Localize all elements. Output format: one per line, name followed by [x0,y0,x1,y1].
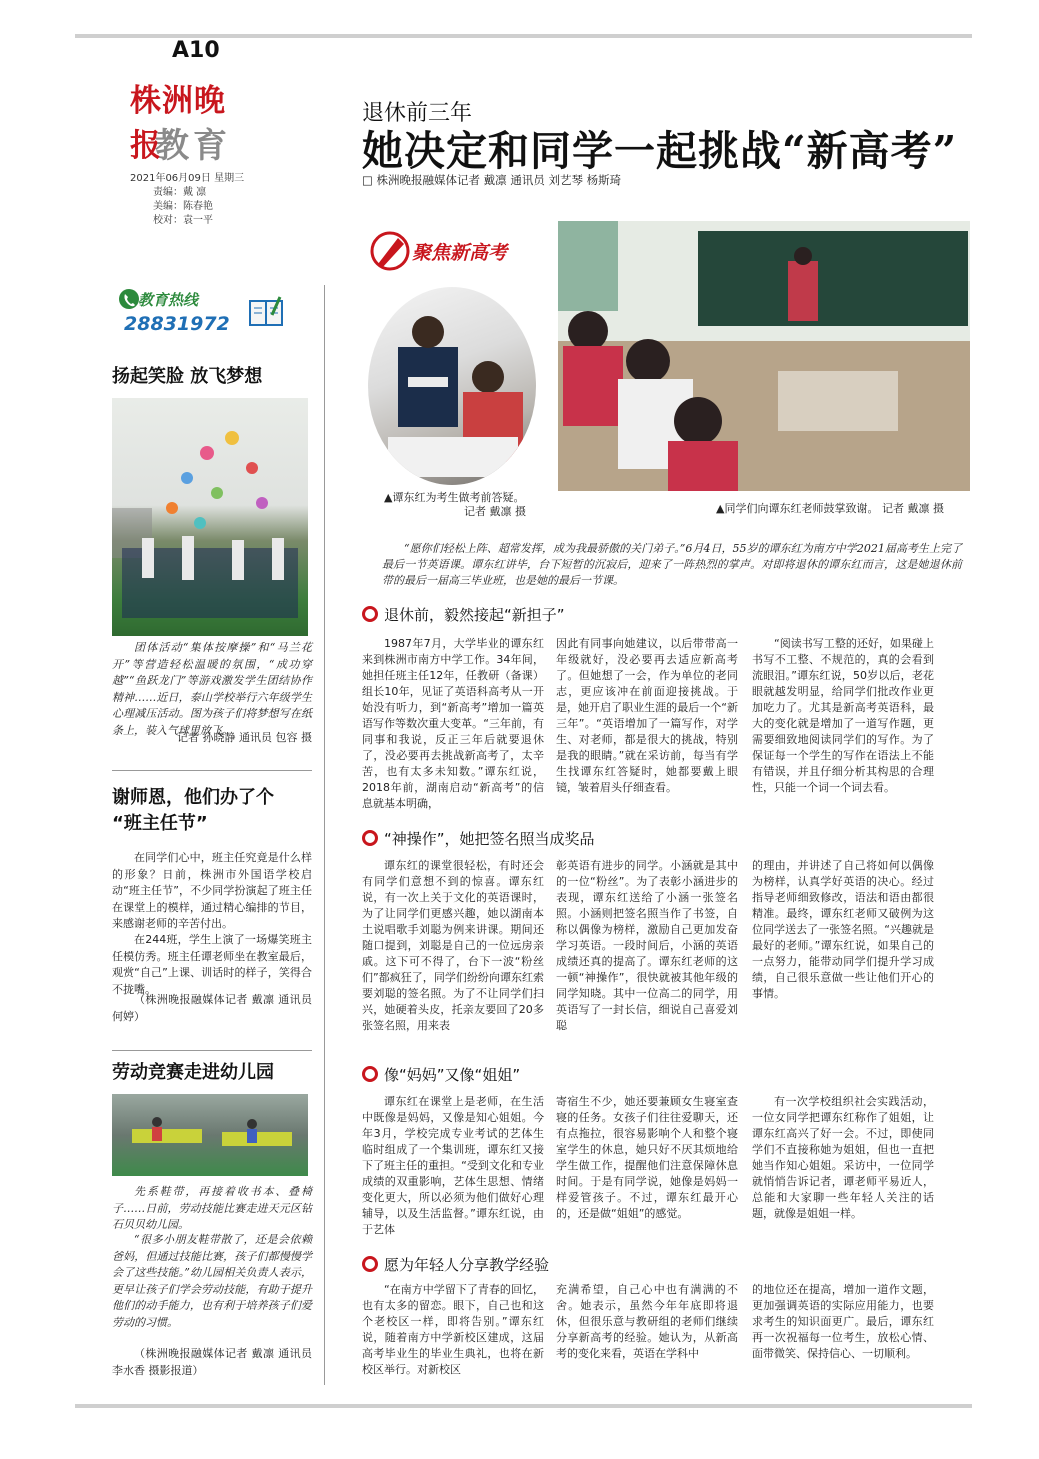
section2-col2: 彰英语有进步的同学。小涵就是其中的一位“粉丝”。为了表彰小涵进步的表现，谭东红送给了小涵一张签名照。小涵则把签名照当作了书签，自称以偶像为榜样，激励自己更加发奋学习英语。一段时间后，小涵的英语成绩还真的提高了。谭东红老师的这一顿“神操作”，很快就被其他年级的同学知晓。其中一位高二的同学，用英语写了一封长信，细说自己喜爱刘聪 [556,859,738,1032]
hotline-title: 教育热线 [138,291,199,309]
section4-col3: 的地位还在提高，增加一道作文题，更加强调英语的实际应用能力，也要求考生的知识面更广。最后，谭东红再一次祝福每一位考生，放松心情、面带微笑、保持信心、一切顺利。 [752,1283,934,1360]
kindergarten-photo-drawing [112,1094,308,1176]
section1-heading [362,604,565,625]
article-lead: “愿你们轻松上阵、超常发挥，成为我最骄傲的关门弟子。”6月4日，55岁的谭东红为南方中学2021届高考生上完了最后一节英语课。谭东红讲毕，台下短暂的沉寂后，迎来了一阵热烈的掌声。对即将退休的谭东红而言，这是她退休前带的最后一届高三毕业班，也是她的最后一节课。 [382,542,962,587]
article-byline: □ 株洲晚报融媒体记者 戴凛 通讯员 刘艺琴 杨斯琦 [362,173,622,187]
section-bullet-icon [362,1066,378,1082]
classroom-photo-caption: ▲同学们向谭东红老师鼓掌致谢。 记者 戴凛 摄 [716,502,944,515]
sidebar-story3-title: 劳动竞赛走进幼儿园 [112,1062,274,1083]
sidebar-story3-paragraph1: 先系鞋带，再接着收书本、叠椅子……日前，劳动技能比赛走进天元区钻石贝贝幼儿园。 [112,1185,312,1231]
section1-col2: 因此有同事向她建议，以后带带高一年级就好，没必要再去适应新高考了。但她想了一会，作为单位的老同志，更应该冲在前面迎接挑战。于是，她开启了职业生涯的最后一个“新三年”。“英语增加了一篇写作，对学生、对老师，都是很大的挑战，特别是我的眼睛。”就在采访前，每当有学生找谭东红答疑时，她都要戴上眼镜，皱着眉头仔细查看。 [556,637,738,794]
tutoring-photo-caption [384,491,526,519]
section1-col1: 1987年7月，大学毕业的谭东红来到株洲市南方中学工作。34年间，她担任班主任12年，任教研（备课）组长10年，见证了英语科高考从一开始没有听力，到“新高考”增加一篇英语写作等数次重大变革。“三年前，有同事和我说，反正三年后就要退休了，没必要再去挑战新高考了，太辛苦，也有太多未知数。”谭东红说，2018年前，湖南启动“新高考”的信息就基本明确， [362,637,544,810]
classroom-photo-drawing [558,221,970,491]
pen-nib-icon [368,230,412,272]
page-number: A10 [172,38,220,63]
tutoring-photo-drawing [368,287,536,485]
sidebar-separator [112,1050,312,1051]
sidebar-story2-paragraph1: 在同学们心中，班主任究竟是什么样的形象？日前，株洲市外国语学校启动“班主任节”，不少同学扮演起了班主任在课堂上的模样，通过精心编排的节目，来感谢老师的辛苦付出。 [112,851,312,930]
proofreader-credit: 校对：袁一平 [153,215,213,226]
section3-col1: 谭东红在课堂上是老师，在生活中既像是妈妈，又像是知心姐姐。今年3月，学校完成专业考试的艺体生临时组成了一个集训班，谭东红又接下了班主任的重担。“受到文化和专业成绩的双重影响，艺体生思想、情绪变化更大，所以必须为他们做好心理辅导，以及生活监督。”谭东红说，由于艺体 [362,1095,544,1236]
sidebar-story1-credit: 记者 孙晓静 通讯员 包容 摄 [177,731,312,744]
article-headline: 她决定和同学一起挑战“新高考” [362,127,958,175]
section4-heading-text: 愿为年轻人分享教学经验 [384,1256,550,1274]
issue-date: 2021年06月09日 星期三 [130,173,245,184]
section-bullet-icon [362,830,378,846]
tutoring-photo [368,287,536,485]
section4-col2: 充满希望，自己心中也有满满的不舍。她表示，虽然今年年底即将退休，但很乐意与教研组的老师们继续分享新高考的经验。她认为，从新高考的变化来看，英语在学科中 [556,1283,738,1360]
focus-badge [368,230,536,272]
section2-heading-text: “神操作”，她把签名照当成奖品 [384,830,595,848]
section1-heading-text: 退休前，毅然接起“新担子” [384,606,565,624]
editor-credit: 责编：戴 凛 [153,187,207,198]
article-kicker: 退休前三年 [362,101,473,126]
balloon-photo [112,398,308,636]
sidebar-story2-credit: （株洲晚报融媒体记者 戴凛 通讯员 何婷） [112,993,312,1023]
sidebar-story3-paragraph2: “很多小朋友鞋带散了，还是会依赖爸妈，但通过技能比赛，孩子们都慢慢学会了这些技能。”幼儿园相关负责人表示，更早让孩子们学会劳动技能，有助于提升他们的动手能力，也有利于培养孩子们爱劳动的习惯。 [112,1233,312,1329]
section3-col3: 有一次学校组织社会实践活动，一位女同学把谭东红称作了姐姐，让谭东红高兴了好一会。不过，即使同学们不直接称她为姐姐，但也一直把她当作知心姐姐。采访中，一位同学就悄悄告诉记者，谭老师平易近人，总能和大家聊一些年轻人关注的话题，就像是姐姐一样。 [752,1095,934,1220]
section-title: 教育 [155,126,231,166]
classroom-photo [558,221,970,491]
sidebar-story2-paragraph2: 在244班，学生上演了一场爆笑班主任模仿秀。班主任谭老师坐在教室最后，观赏“自己”上课、训话时的样子，笑得合不拢嘴。 [112,933,312,996]
sidebar-story1-caption: 团体活动“集体按摩操”和“马兰花开”等营造轻松温暖的氛围，“成功穿越”“鱼跃龙门”等游戏激发学生团结协作精神……近日，泰山学校举行六年级学生心理减压活动。图为孩子们将梦想写在纸条上，装入气球里放飞。 [112,641,312,737]
section3-col2: 寄宿生不少，她还要兼顾女生寝室查寝的任务。女孩子们往往爱聊天，还有点拖拉，很容易影响个人和整个寝室学生的休息，她只好不厌其烦地给学生做工作，提醒他们注意保障休息时间。于是有同学说，她像是妈妈一样爱管孩子。不过，谭东红最开心的，还是做“姐姐”的感觉。 [556,1095,738,1220]
section3-heading [362,1064,520,1085]
section2-col1: 谭东红的课堂很轻松，有时还会有同学们意想不到的惊喜。谭东红说，有一次上关于文化的英语课时，为了让同学们更感兴趣，她以湖南本土说唱歌手刘聪为例来讲课。期间还随口提到，刘聪是自己的一位远房亲戚。这下可不得了，台下一波“粉丝们”都疯狂了，同学们纷纷向谭东红索要刘聪的签名照。为了不让同学们扫兴，她硬着头皮，托亲友要回了20多张签名照，用来表 [362,859,544,1032]
section-bullet-icon [362,606,378,622]
section1-col3: “阅读书写工整的还好，如果碰上书写不工整、不规范的，真的会看到流眼泪。”谭东红说，50岁以后，老花眼就越发明显，给同学们批改作业更加吃力了。尤其是新高考英语科，最大的变化就是增加了一道写作题，更需要细致地阅读同学们的写作。为了保证每一个学生的写作在语法上不能有错误，并且仔细分析其构思的合理性，只能一个词一个词去看。 [752,637,934,794]
hotline-number: 28831972 [124,313,230,335]
sidebar-story2-title-line1: 谢师恩，他们办了个 [112,787,274,808]
balloon-photo-drawing [112,398,308,636]
art-editor-credit: 美编：陈春艳 [153,201,213,212]
section-bullet-icon [362,1256,378,1272]
sidebar-story2-title-line2: “班主任节” [112,813,208,834]
sidebar-story1-title: 扬起笑脸 放飞梦想 [112,366,263,387]
sidebar-separator [112,770,312,771]
focus-badge-label: 聚焦新高考 [412,242,508,264]
tutoring-caption-line1: ▲谭东红为考生做考前答疑。 [384,491,525,504]
newspaper-logo: 株洲晚报 [130,83,226,164]
tutoring-caption-line2: 记者 戴凛 摄 [464,505,526,518]
column-divider [324,285,325,1385]
section2-heading [362,828,595,849]
section3-heading-text: 像“妈妈”又像“姐姐” [384,1066,521,1084]
bottom-rule [75,1404,972,1408]
section2-col3: 的理由，并讲述了自己将如何以偶像为榜样，认真学好英语的决心。经过指导老师细致修改，语法和语由都很精准。最终，谭东红老师又破例为这位同学送去了一张签名照。“兴趣就是最好的老师。”谭东红说，如果自己的一点努力，能带动同学们提升学习成绩，自己很乐意做一些让他们开心的事情。 [752,859,934,1000]
kindergarten-photo [112,1094,308,1176]
section4-col1: “在南方中学留下了青春的回忆，也有太多的留恋。眼下，自己也和这个老校区一样，即将告别。”谭东红说，随着南方中学新校区建成，这届高考毕业生的毕业生典礼，也将在新校区举行。对新校区 [362,1283,544,1376]
phone-icon [118,287,140,311]
sidebar-story3-credit: （株洲晚报融媒体记者 戴凛 通讯员 李水香 摄影报道） [112,1347,312,1377]
education-hotline [118,287,296,337]
section4-heading [362,1254,549,1275]
book-pen-icon [248,295,288,329]
